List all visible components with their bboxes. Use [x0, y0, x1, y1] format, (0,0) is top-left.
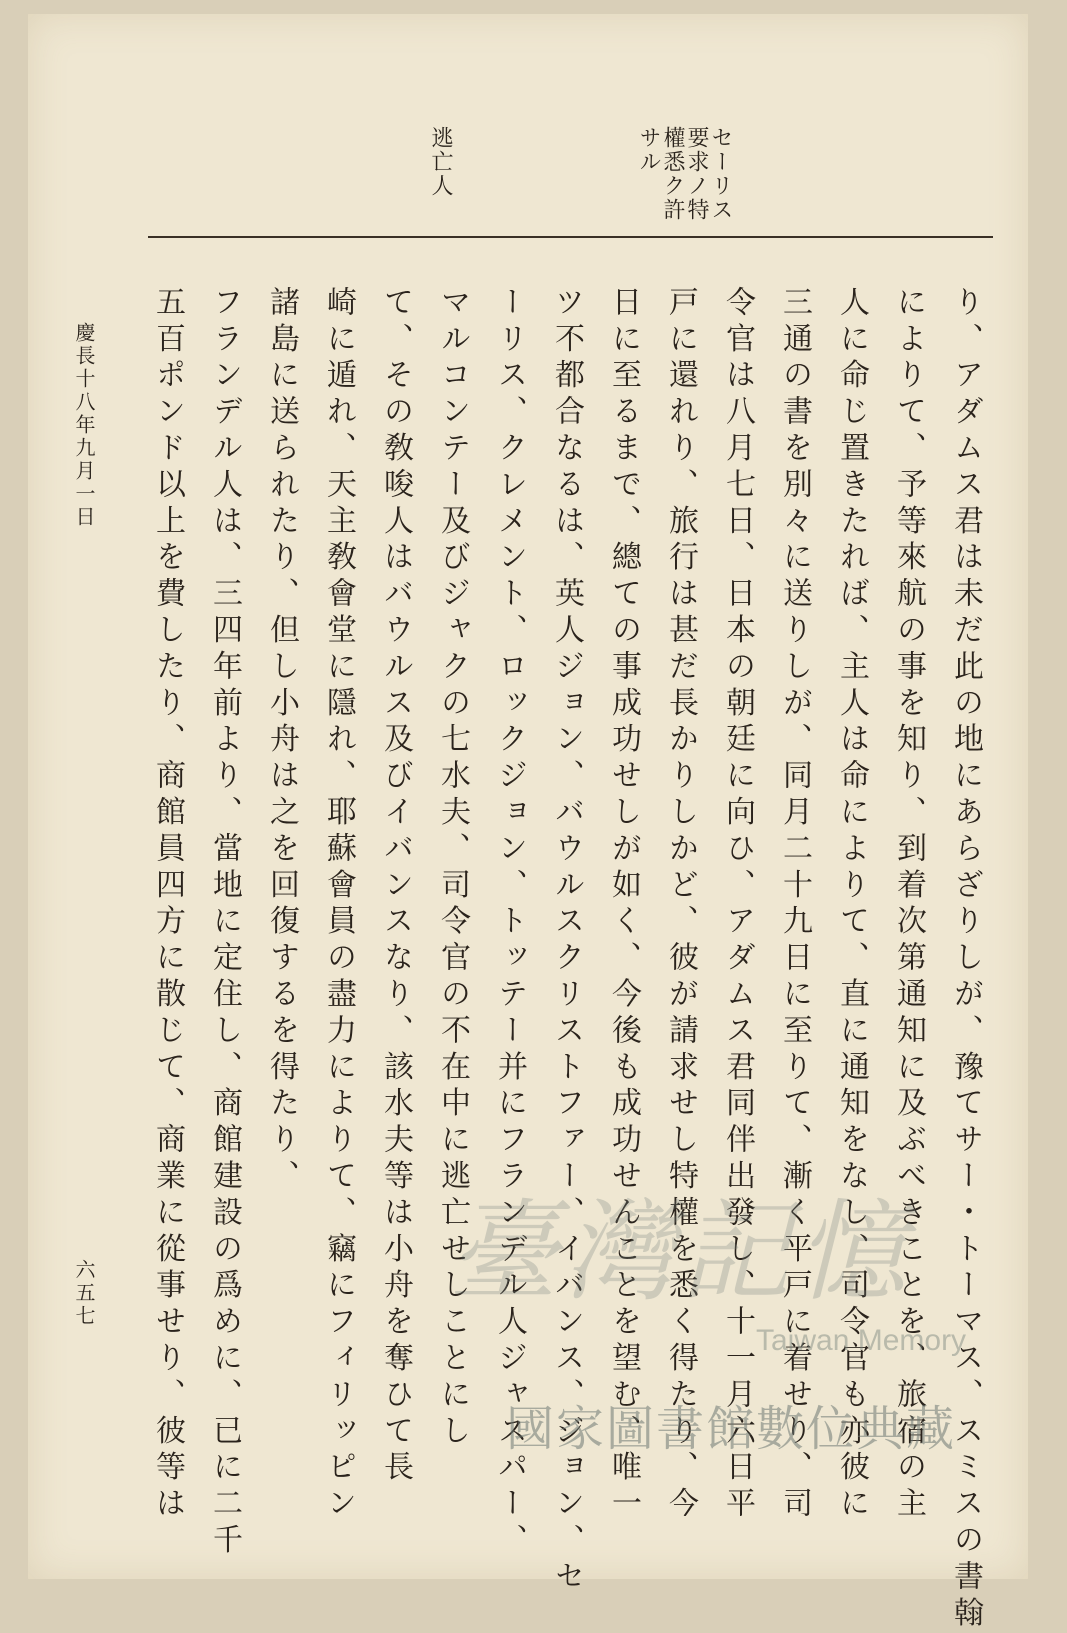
body-column: 戸に還れり、旅行は甚だ長かりしかど、彼が請求せし特權を悉く得たり、今	[663, 286, 698, 1524]
body-column: て、その敎唆人はバウルス及びイバンスなり、該水夫等は小舟を奪ひて長	[378, 286, 413, 1488]
watermark-chinese: 國家圖書館數位典藏	[506, 1401, 957, 1457]
body-column: フランデル人は、三四年前より、當地に定住し、商館建設の爲めに、已に二千	[207, 286, 242, 1560]
watermark-english: Taiwan Memory	[756, 1324, 967, 1357]
body-column: ツ不都合なるは、英人ジョン、バウルスクリストファー、イバンス、ジョン、セ	[549, 286, 584, 1597]
body-column: 五百ポンド以上を費したり、商館員四方に散じて、商業に從事せり、彼等は	[150, 286, 185, 1524]
body-column: マルコンテー及びジャクの七水夫、司令官の不在中に逃亡せしことにし	[435, 286, 470, 1451]
margin-note-line: 要求ノ特	[684, 126, 709, 222]
body-column: 日に至るまで、總ての事成功せしが如く、今後も成功せんことを望む、唯一	[606, 286, 641, 1524]
body-column: り、アダムス君は未だ此の地にあらざりしが、豫てサー・トーマス、スミスの書翰	[948, 286, 983, 1633]
page-number: 六五七	[72, 1259, 96, 1328]
margin-note-line: 權悉ク許	[660, 126, 685, 222]
body-column: 諸島に送られたり、但し小舟は之を回復するを得たり、	[264, 286, 299, 1196]
body-column: によりて、予等來航の事を知り、到着次第通知に及ぶべきことを、旅宿の主	[891, 286, 926, 1524]
body-column: 人に命じ置きたれば、主人は命によりて、直に通知をなし、司令官も亦彼に	[834, 286, 869, 1524]
footer-date: 慶長十八年九月一日	[72, 322, 96, 529]
body-column: 令官は八月七日、日本の朝廷に向ひ、アダムス君同伴出發し、十一月六日平	[720, 286, 755, 1524]
body-column: 三通の書を別々に送りしが、同月二十九日に至りて、漸く平戸に着せり、司	[777, 286, 812, 1524]
body-column: 崎に遁れ、天主敎會堂に隱れ、耶蘇會員の盡力によりて、竊にフィリッピン	[321, 286, 356, 1524]
margin-note-line: セーリス	[708, 126, 733, 222]
document-page	[28, 14, 1028, 1633]
body-column: ーリス、クレメント、ロックジョン、トッテー并にフランデル人ジャスパー、	[492, 286, 527, 1560]
watermark-logo: 臺灣記憶	[448, 1188, 912, 1316]
margin-note-fugitives: 逃亡人	[428, 126, 453, 198]
margin-note-line: サル	[636, 126, 661, 174]
header-rule	[148, 236, 993, 238]
